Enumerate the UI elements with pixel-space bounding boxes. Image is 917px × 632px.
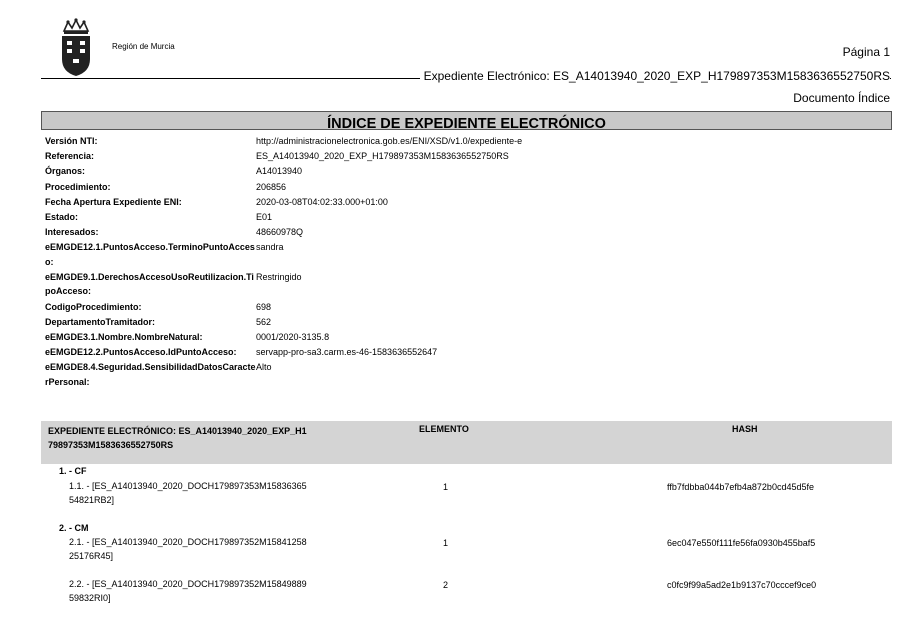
metadata-row — [45, 315, 895, 329]
metadata-row — [45, 180, 895, 194]
column-hash: HASH — [732, 424, 758, 434]
column-expediente: EXPEDIENTE ELECTRÓNICO: ES_A14013940_2020_EXP_H179897353M1583636552750RS — [48, 426, 307, 450]
metadata-value: Restringido — [256, 272, 302, 283]
metadata-value: 48660978Q — [256, 227, 304, 238]
page-number: Página 1 — [842, 45, 890, 59]
metadata-value: ES_A14013940_2020_EXP_H179897353M1583636552750RS — [256, 151, 509, 162]
elemento-number: 1 — [443, 538, 449, 548]
metadata-row — [45, 345, 895, 359]
document-hash: 6ec047e550f111fe56fa0930b455baf5 — [667, 538, 816, 548]
metadata-value: 0001/2020-3135.8 — [256, 332, 330, 343]
document-hash: ffb7fdbba044b7efb4a872b0cd45d5fe — [667, 482, 814, 492]
metadata-key: eEMGDE12.1.PuntosAcceso.TerminoPuntoAcceso: — [45, 242, 255, 267]
metadata-key: DepartamentoTramitador: — [45, 316, 156, 327]
metadata-row — [45, 360, 895, 389]
group-label: 2. - CM — [59, 523, 89, 533]
metadata-key: eEMGDE8.4.Seguridad.SensibilidadDatosCaracterPersonal: — [45, 362, 256, 387]
region-name: Región de Murcia — [112, 42, 175, 51]
elemento-number: 2 — [443, 580, 449, 590]
metadata-row — [45, 210, 895, 224]
metadata-key: Procedimiento: — [45, 181, 111, 192]
metadata-value: A14013940 — [256, 166, 303, 177]
metadata-value: E01 — [256, 212, 273, 223]
metadata-value: 206856 — [256, 181, 287, 192]
metadata-key: Fecha Apertura Expediente ENI: — [45, 196, 182, 207]
metadata-value: http://administracionelectronica.gob.es/ENI/XSD/v1.0/expediente-e — [256, 136, 523, 146]
metadata-value: 562 — [256, 316, 272, 327]
metadata-key: Interesados: — [45, 227, 99, 238]
metadata-key: Órganos: — [45, 166, 86, 177]
document-reference: 2.1. - [ES_A14013940_2020_DOCH179897352M1584125825176R45] — [69, 537, 307, 561]
elemento-number: 1 — [443, 482, 449, 492]
index-table-header — [41, 421, 892, 464]
metadata-row — [45, 240, 895, 269]
metadata-value: sandra — [256, 242, 284, 253]
document-type: Documento Índice — [793, 91, 890, 105]
region-murcia-coat-of-arms-icon — [58, 17, 94, 77]
metadata-row — [45, 195, 895, 209]
metadata-value: 2020-03-08T04:02:33.000+01:00 — [256, 196, 388, 207]
metadata-key: Estado: — [45, 212, 79, 223]
metadata-key: eEMGDE12.2.PuntosAcceso.IdPuntoAcceso: — [45, 347, 237, 358]
metadata-row — [45, 164, 895, 178]
document-reference: 1.1. - [ES_A14013940_2020_DOCH179897353M1583636554821RB2] — [69, 481, 307, 505]
metadata-list — [45, 134, 895, 390]
metadata-row — [45, 270, 895, 299]
metadata-row — [45, 300, 895, 314]
document-hash: c0fc9f99a5ad2e1b9137c70cccef9ce0 — [667, 580, 817, 590]
metadata-key: eEMGDE3.1.Nombre.NombreNatural: — [45, 332, 203, 343]
metadata-row — [45, 149, 895, 163]
group-label: 1. - CF — [59, 466, 87, 476]
metadata-key: eEMGDE9.1.DerechosAccesoUsoReutilizacion.TipoAcceso: — [45, 272, 254, 297]
metadata-key: Referencia: — [45, 151, 95, 162]
metadata-value: 698 — [256, 301, 272, 312]
metadata-key: Versión NTI: — [45, 136, 98, 146]
metadata-row — [45, 330, 895, 344]
document-reference: 2.2. - [ES_A14013940_2020_DOCH179897352M1584988959832RI0] — [69, 579, 307, 603]
index-title: ÍNDICE DE EXPEDIENTE ELECTRÓNICO — [41, 111, 892, 130]
metadata-row — [45, 134, 895, 148]
expediente-header: Expediente Electrónico: ES_A14013940_2020_EXP_H179897353M1583636552750RS — [420, 69, 890, 83]
metadata-row — [45, 225, 895, 239]
metadata-value: Alto — [256, 362, 272, 373]
column-elemento: ELEMENTO — [419, 424, 469, 434]
metadata-key: CodigoProcedimiento: — [45, 301, 142, 312]
metadata-value: servapp-pro-sa3.carm.es-46-1583636552647 — [256, 347, 438, 358]
